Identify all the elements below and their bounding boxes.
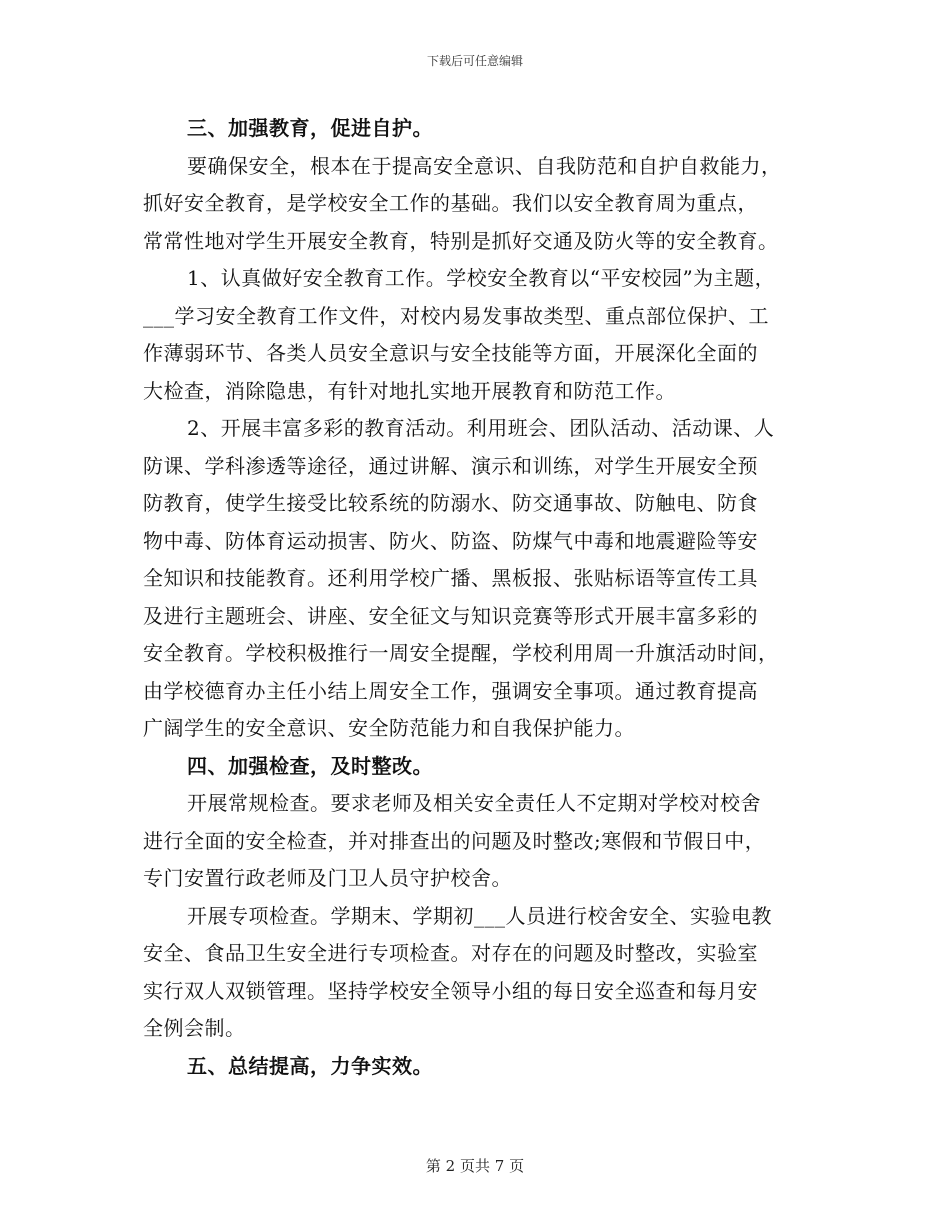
paragraph-line: ___学习安全教育工作文件，对校内易发事故类型、重点部位保护、工	[143, 303, 769, 328]
paragraph-line: 1、认真做好安全教育工作。学校安全教育以“平安校园”为主题，	[187, 266, 776, 290]
paragraph-line: 专门安置行政老师及门卫人员守护校舍。	[143, 866, 512, 890]
paragraph-line: 安全教育。学校积极推行一周安全提醒，学校利用周一升旗活动时间，	[143, 641, 779, 665]
paragraph-line: 抓好安全教育，是学校安全工作的基础。我们以安全教育周为重点，	[143, 191, 758, 215]
paragraph-line: 由学校德育办主任小结上周安全工作，强调安全事项。通过教育提高	[143, 678, 758, 703]
paragraph-line: 防教育，使学生接受比较系统的防溺水、防交通事故、防触电、防食	[143, 491, 758, 515]
page-header: 下载后可任意编辑	[426, 54, 523, 68]
paragraph-line: 常常性地对学生开展安全教育，特别是抓好交通及防火等的安全教育。	[143, 228, 779, 253]
paragraph-line: 安全、食品卫生安全进行专项检查。对存在的问题及时整改，实验室	[143, 941, 758, 965]
paragraph-line: 广阔学生的安全意识、安全防范能力和自我保护能力。	[143, 716, 635, 740]
paragraph-line: 防课、学科渗透等途径，通过讲解、演示和训练，对学生开展安全预	[143, 453, 758, 478]
document-body	[143, 110, 813, 1085]
page-number: 第 2 页共 7 页	[425, 1157, 525, 1175]
paragraph-line: 作薄弱环节、各类人员安全意识与安全技能等方面，开展深化全面的	[143, 341, 758, 365]
paragraph-line: 全例会制。	[143, 1016, 246, 1040]
paragraph-line: 物中毒、防体育运动损害、防火、防盗、防煤气中毒和地震避险等安	[143, 528, 758, 553]
section-heading-4: 四、加强检查，及时整改。	[187, 753, 433, 778]
paragraph-line: 全知识和技能教育。还利用学校广播、黑板报、张贴标语等宣传工具	[143, 566, 758, 590]
paragraph-line: 开展常规检查。要求老师及相关安全责任人不定期对学校对校舍	[187, 791, 761, 815]
paragraph-line: 要确保安全，根本在于提高安全意识、自我防范和自护自救能力，	[187, 153, 782, 178]
paragraph-line: 2、开展丰富多彩的教育活动。利用班会、团队活动、活动课、人	[187, 416, 775, 440]
section-heading-5: 五、总结提高，力争实效。	[187, 1053, 433, 1078]
paragraph-line: 实行双人双锁管理。坚持学校安全领导小组的每日安全巡查和每月安	[143, 978, 758, 1003]
paragraph-line: 开展专项检查。学期末、学期初___人员进行校舍安全、实验电教	[187, 903, 772, 928]
section-heading-3: 三、加强教育，促进自护。	[187, 116, 433, 140]
paragraph-line: 及进行主题班会、讲座、安全征文与知识竞赛等形式开展丰富多彩的	[143, 603, 758, 628]
paragraph-line: 进行全面的安全检查，并对排查出的问题及时整改;寒假和节假日中，	[143, 828, 766, 853]
paragraph-line: 大检查，消除隐患，有针对地扎实地开展教育和防范工作。	[143, 378, 676, 403]
